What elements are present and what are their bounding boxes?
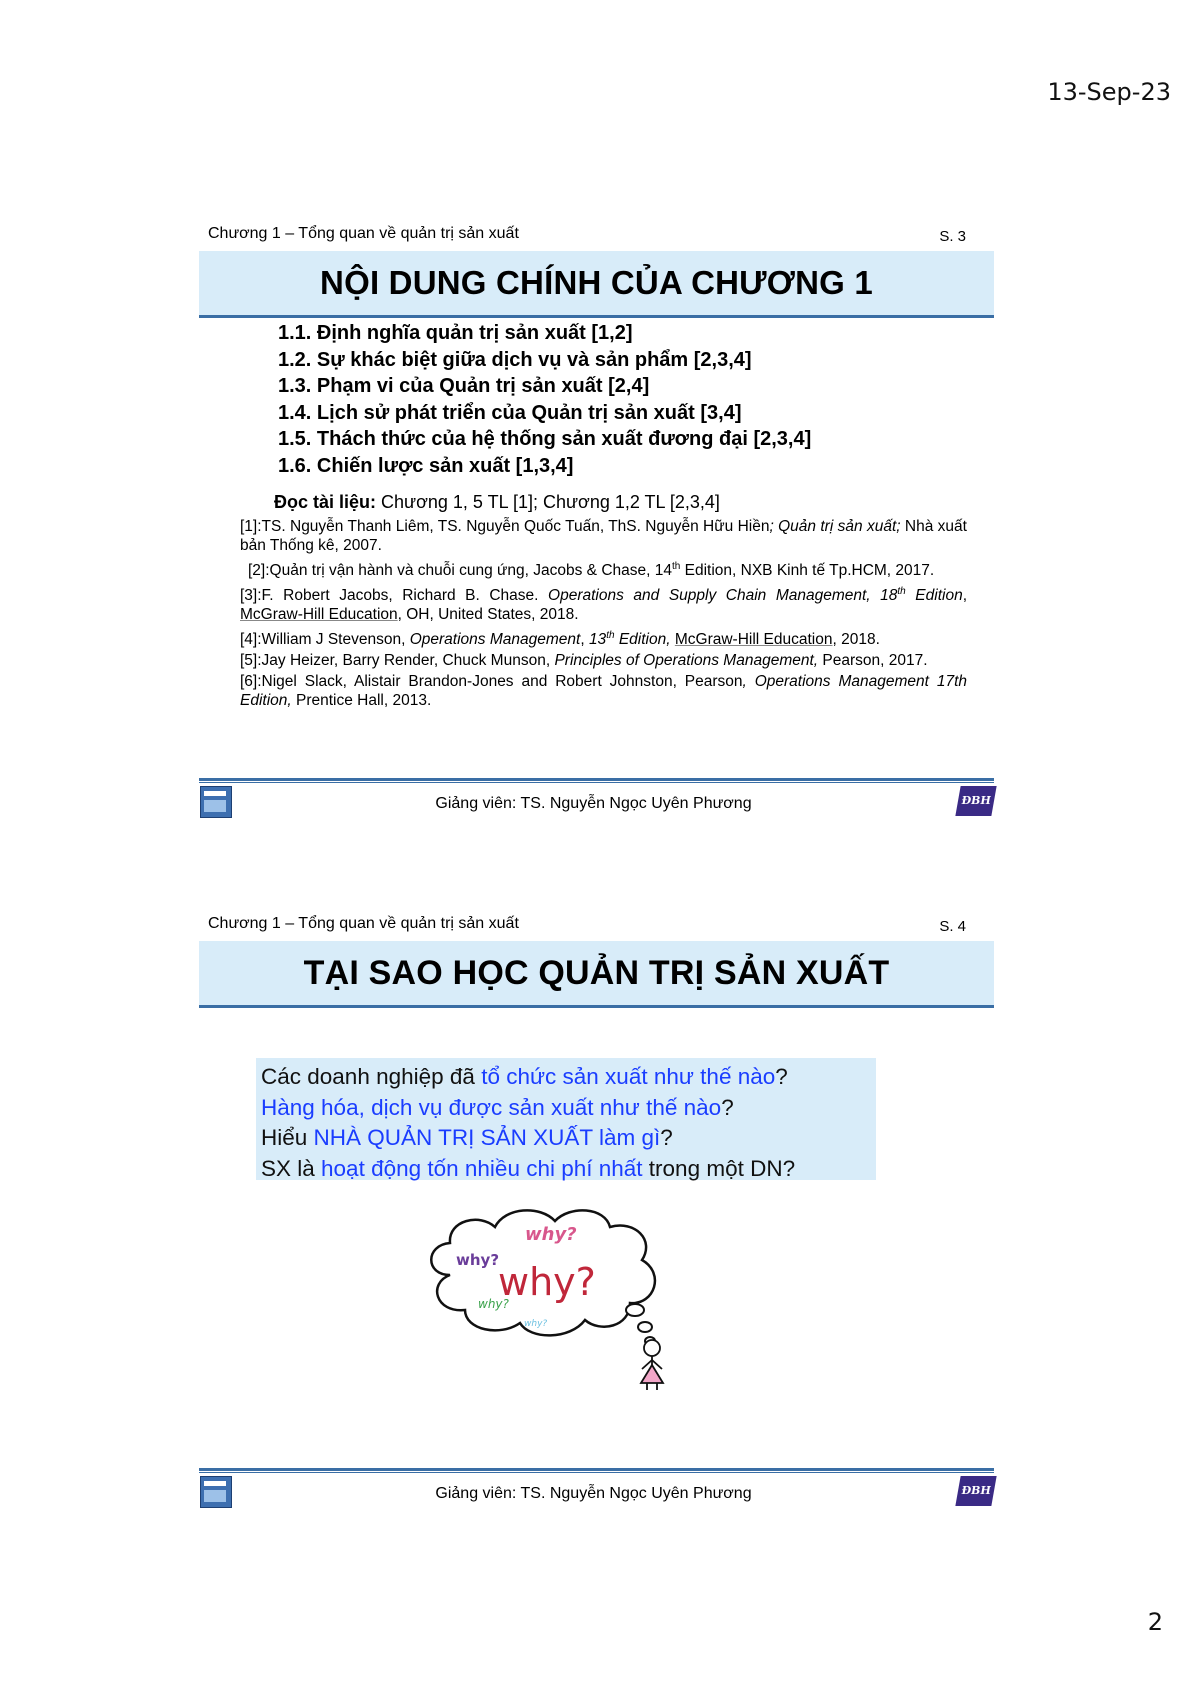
publisher-link[interactable]: McGraw-Hill Education [240, 606, 398, 624]
ref-text: , [580, 631, 589, 649]
ref-text: [1]:TS. Nguyễn Thanh Liêm, TS. Nguyễn Quốc Tuấn, ThS. Nguyễn Hữu Hiền [240, 518, 770, 535]
why-word: why? [525, 1224, 577, 1245]
toc-item: 1.3. Phạm vi của Quản trị sản xuất [2,4] [278, 375, 650, 397]
slide-4 [196, 910, 994, 1510]
page-date: 13-Sep-23 [1047, 78, 1171, 106]
question-text: ? [721, 1094, 734, 1120]
lecturer-footer: Giảng viên: TS. Nguyễn Ngọc Uyên Phương [435, 1485, 752, 1502]
slide-header [196, 220, 994, 248]
slide-header [196, 910, 994, 938]
thought-bubble-icon [626, 1304, 644, 1316]
ref-title: Operations and Supply Chain Management, 18 [548, 587, 898, 605]
ref-title: Principles of Operations Management, [554, 652, 819, 670]
ref-title: , Operations Management 17th Edition, [240, 673, 967, 710]
dbh-logo-icon: ĐBH [955, 786, 996, 816]
ref-text: Nhà xuất bản Thống kê, 2007. [240, 518, 967, 554]
publisher-link[interactable]: McGraw-Hill Education [674, 631, 833, 649]
reading-text: Chương 1, 5 TL [1]; Chương 1,2 TL [2,3,4] [376, 492, 720, 512]
question-highlight: Hàng hóa, dịch vụ được sản xuất như thế nào [261, 1094, 722, 1120]
reference-5 [240, 651, 967, 670]
question-text: ? [775, 1064, 788, 1089]
ref-text: Pearson, 2017. [818, 652, 928, 670]
question-text: trong một DN? [642, 1155, 796, 1181]
reference-2 [240, 557, 967, 580]
slide-title: NỘI DUNG CHÍNH CỦA CHƯƠNG 1 [199, 251, 994, 318]
why-word: why? [478, 1297, 509, 1311]
toc-item: 1.1. Định nghĩa quản trị sản xuất [1,2] [278, 322, 633, 344]
chapter-label: Chương 1 – Tổng quan về quản trị sản xuất [208, 225, 519, 242]
toc-list [278, 320, 811, 479]
ref-sup: th [897, 586, 906, 598]
thought-bubble-icon [638, 1322, 652, 1332]
ref-text: [3]:F. Robert Jacobs, Richard B. Chase. [240, 587, 549, 605]
reading-label: Đọc tài liệu: [274, 492, 377, 512]
why-word: why? [456, 1251, 500, 1269]
toc-item: 1.6. Chiến lược sản xuất [1,3,4] [278, 454, 574, 477]
ref-sup: th [671, 561, 681, 572]
question-line [261, 1154, 876, 1185]
question-text: Các doanh nghiệp đã [261, 1064, 482, 1089]
question-highlight: tổ chức sản xuất như thế nào [481, 1064, 776, 1089]
footer-divider [199, 1468, 994, 1471]
slide-number: S. 3 [939, 228, 966, 245]
ref-title: Edition [905, 587, 963, 605]
ref-title: Operations Management [409, 631, 581, 649]
reference-3 [240, 582, 967, 624]
question-highlight: NHÀ QUẢN TRỊ SẢN XUẤT làm gì [313, 1125, 661, 1150]
ref-text: , [962, 587, 968, 605]
ref-text: [6]:Nigel Slack, Alistair Brandon-Jones and Robert Johnston, Pearson [240, 673, 743, 691]
thinking-person-illustration [420, 1205, 690, 1390]
toc-item: 1.5. Thách thức của hệ thống sản xuất đương đại [2,3,4] [278, 428, 812, 450]
question-line [261, 1062, 876, 1093]
questions-box [256, 1058, 876, 1180]
ref-text: [5]:Jay Heizer, Barry Render, Chuck Munson, [240, 652, 555, 670]
footer-divider [199, 778, 994, 781]
toc-item: 1.2. Sự khác biệt giữa dịch vụ và sản phẩm [2,3,4] [278, 348, 752, 371]
dbh-logo-icon: ĐBH [955, 1476, 996, 1506]
toc-item: 1.4. Lịch sử phát triển của Quản trị sản xuất [3,4] [278, 401, 742, 424]
question-highlight: hoạt động tốn nhiều chi phí nhất [321, 1155, 643, 1181]
question-line [261, 1093, 876, 1124]
slide-number: S. 4 [939, 918, 966, 935]
chapter-label: Chương 1 – Tổng quan về quản trị sản xuất [208, 915, 519, 932]
slide-3 [196, 220, 994, 820]
reference-1 [240, 517, 967, 555]
ref-text: Edition, NXB Kinh tế Tp.HCM, 2017. [680, 562, 935, 580]
lecturer-footer: Giảng viên: TS. Nguyễn Ngọc Uyên Phương [435, 795, 752, 812]
question-text: Hiểu [261, 1125, 314, 1150]
ref-text: [4]:William J Stevenson, [240, 631, 410, 649]
question-line [261, 1123, 876, 1154]
references [240, 517, 967, 712]
reading-assignment [274, 492, 720, 513]
ref-text: [2]:Quản trị vận hành và chuỗi cung ứng, Jacobs & Chase, 14 [248, 562, 672, 580]
ref-edition: Edition, [614, 631, 671, 649]
ref-sup: th [606, 630, 615, 642]
slide-title: TẠI SAO HỌC QUẢN TRỊ SẢN XUẤT [199, 941, 994, 1008]
why-word: why? [524, 1319, 548, 1329]
reference-6 [240, 672, 967, 710]
question-text: ? [660, 1125, 673, 1150]
reference-4 [240, 626, 967, 649]
ref-edition: 13 [588, 631, 607, 649]
page-number: 2 [1147, 1608, 1163, 1636]
girl-figure-icon [641, 1340, 663, 1390]
ref-title: ; Quản trị sản xuất; [769, 518, 901, 535]
ref-text: , OH, United States, 2018. [397, 606, 579, 624]
ref-text: , 2018. [832, 631, 880, 649]
ref-text: Prentice Hall, 2013. [291, 692, 432, 710]
question-text: SX là [261, 1155, 322, 1181]
why-word: why? [498, 1260, 596, 1304]
